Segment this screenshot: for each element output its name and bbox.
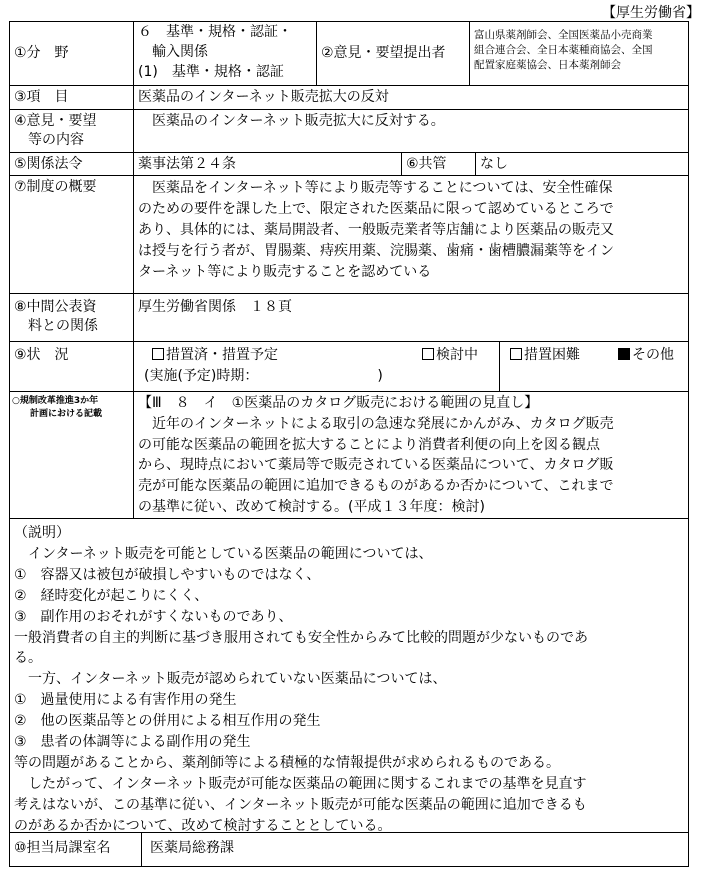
row-interim <box>10 294 688 342</box>
checkbox-empty-icon[interactable] <box>422 348 434 360</box>
law-label: ⑤関係法令 <box>10 153 134 175</box>
status-period: (実施(予定)時期： ) <box>144 368 383 384</box>
jurisdiction-label: ⑥共管 <box>402 153 476 175</box>
interim-label <box>10 294 134 341</box>
plan-line: 【Ⅲ ８ イ ①医薬品のカタログ販売における範囲の見直し】 <box>138 395 539 411</box>
overview-line: 医薬品をインターネット等により販売等することについては、安全性確保 <box>138 180 613 196</box>
request-label-line: 等の内容 <box>28 132 84 148</box>
overview-line: ターネット等により販売することを認めている <box>138 264 432 280</box>
status-option-done-label: 措置済・措置予定 <box>166 347 278 363</box>
bureau-label: ⑩担当局課室名 <box>10 833 142 866</box>
interim-value: 厚生労働省関係 １８頁 <box>138 299 292 315</box>
explanation-line: ③ 副作用のおそれがすくないものであり、 <box>14 608 293 625</box>
checkbox-empty-icon[interactable] <box>152 348 164 360</box>
checkbox-empty-icon[interactable] <box>510 348 522 360</box>
checkbox-filled-icon[interactable] <box>618 348 630 360</box>
row-status <box>10 342 688 392</box>
submitter-label: ②意見・要望提出者 <box>317 22 470 85</box>
submitter-value <box>470 22 688 85</box>
explanation-line: 考えはないが、この基準に従い、インターネット販売が可能な医薬品の範囲に追加できるも <box>14 796 587 813</box>
status-options-a <box>134 342 500 391</box>
row-overview <box>10 176 688 294</box>
status-label: ⑨状 況 <box>10 342 134 391</box>
submitter-line: 富山県薬剤師会、全国医薬品小売商業 <box>474 29 653 41</box>
overview-line: は授与を行う者が、胃腸薬、痔疾用薬、浣腸薬、歯痛・歯槽膿漏薬等をイン <box>138 243 614 259</box>
request-value: 医薬品のインターネット販売拡大に反対する。 <box>152 113 445 129</box>
plan-value <box>134 392 688 518</box>
status-option-other-label: その他 <box>632 347 674 363</box>
explanation-line: る。 <box>14 650 42 667</box>
explanation-line: 等の問題があることから、薬剤師等による積極的な情報提供が求められるものである。 <box>14 754 560 771</box>
field-label: ①分 野 <box>10 22 134 85</box>
item-value: 医薬品のインターネット販売拡大の反対 <box>138 89 389 105</box>
explanation-line: したがって、インターネット販売が可能な医薬品の範囲に関するこれまでの基準を見直す <box>14 775 587 792</box>
status-option-review[interactable] <box>422 345 478 365</box>
plan-line: 売が可能な医薬品の範囲に追加できるものがあるか否かについて、これまで <box>138 478 614 495</box>
field-value-line: 輸入関係 <box>152 44 208 60</box>
explanation-line: ① 容器又は被包が破損しやすいものではなく、 <box>14 566 321 583</box>
ministry-label: 【厚生労働省】 <box>602 5 700 21</box>
overview-value <box>134 176 688 293</box>
plan-label-line: ○規制改革推進3か年 <box>12 396 99 406</box>
row-field <box>10 22 688 86</box>
field-value-line: (1) 基準・規格・認証 <box>138 64 284 80</box>
explanation-line: ③ 患者の体調等による副作用の発生 <box>14 734 251 751</box>
plan-label-line: 計画における記載 <box>30 409 103 419</box>
item-label: ③項 目 <box>10 86 134 109</box>
status-options-b <box>500 342 688 391</box>
field-value <box>134 22 317 85</box>
explanation-line: のがあるか否かについて、改めて検討することとしている。 <box>14 817 392 834</box>
plan-line: 近年のインターネットによる取引の急速な発展にかんがみ、カタログ販売 <box>138 415 614 432</box>
submitter-line: 組合連合会、全日本薬種商協会、全国 <box>474 44 653 56</box>
explanation-line: ② 他の医薬品等との併用による相互作用の発生 <box>14 713 321 730</box>
row-explanation <box>10 519 688 833</box>
explanation-line: ② 経時変化が起こりにくく、 <box>14 587 209 604</box>
status-option-difficult[interactable] <box>510 345 580 365</box>
row-law <box>10 153 688 176</box>
plan-line: の可能な医薬品の範囲を拡大することにより消費者利便の向上を図る観点 <box>138 436 600 453</box>
request-label <box>10 110 134 152</box>
explanation-line: 一方、インターネット販売が認められていない医薬品については、 <box>14 671 447 688</box>
status-option-done[interactable] <box>152 345 278 365</box>
request-form-table <box>9 21 689 867</box>
plan-label <box>10 392 134 518</box>
status-option-review-label: 検討中 <box>436 347 478 363</box>
overview-label: ⑦制度の概要 <box>10 176 134 293</box>
field-value-line: ６ 基準・規格・認証・ <box>138 24 292 40</box>
explanation-line: 一般消費者の自主的判断に基づき服用されても安全性からみて比較的問題が少ないものであ <box>14 629 588 646</box>
interim-label-line: ⑧中間公表資 <box>14 299 97 315</box>
status-option-other[interactable] <box>618 345 674 365</box>
bureau-value: 医薬局総務課 <box>150 840 234 856</box>
explanation-line: インターネット販売を可能としている医薬品の範囲については、 <box>14 545 433 562</box>
row-item <box>10 86 688 110</box>
request-label-line: ④意見・要望 <box>14 113 97 129</box>
plan-line: から、現時点において薬局等で販売されている医薬品について、カタログ販 <box>138 457 614 474</box>
row-plan <box>10 392 688 519</box>
explanation-text <box>14 523 684 837</box>
interim-label-line: 料との関係 <box>28 318 98 334</box>
overview-line: あり、具体的には、薬局開設者、一般販売業者等店舗により医薬品の販売又 <box>138 222 614 238</box>
overview-line: のための要件を課した上で、限定された医薬品に限って認めているところで <box>138 201 614 217</box>
explanation-line: ① 過量使用による有害作用の発生 <box>14 692 237 709</box>
jurisdiction-value: なし <box>480 156 508 172</box>
row-request <box>10 110 688 153</box>
status-option-difficult-label: 措置困難 <box>524 347 580 363</box>
law-value: 薬事法第２４条 <box>134 153 402 175</box>
explanation-line: （説明） <box>14 525 70 541</box>
plan-line: の基準に従い、改めて検討する。(平成１３年度：検討) <box>138 498 485 515</box>
row-bureau <box>10 833 688 866</box>
submitter-line: 配置家庭薬協会、日本薬剤師会 <box>474 59 621 71</box>
